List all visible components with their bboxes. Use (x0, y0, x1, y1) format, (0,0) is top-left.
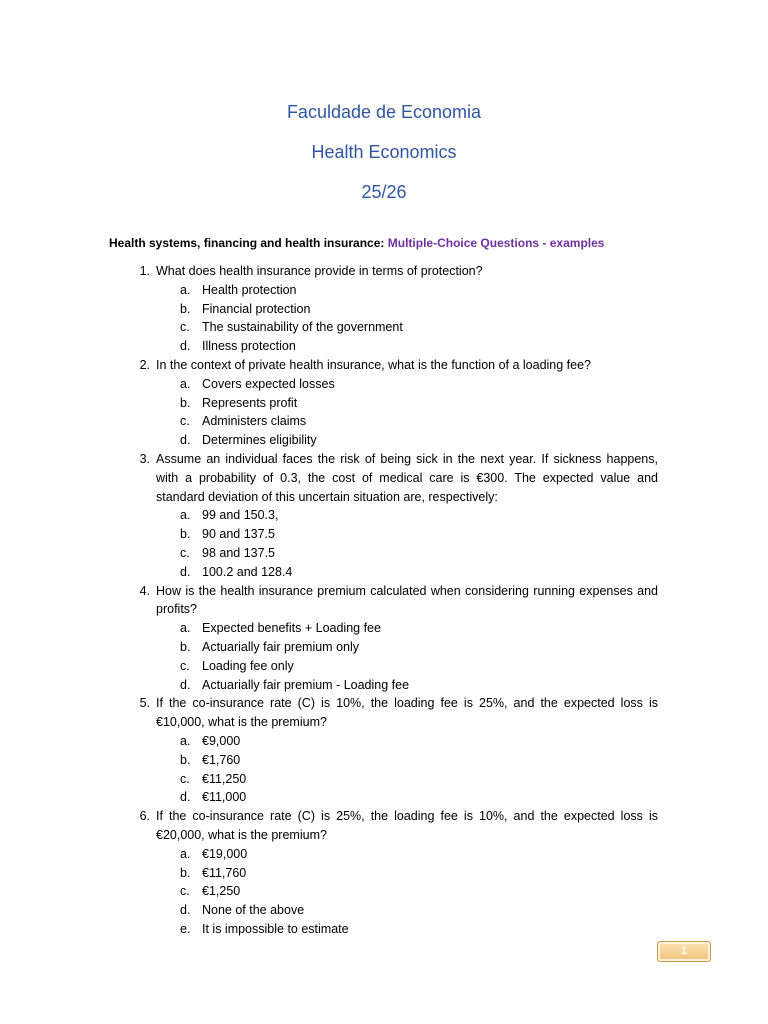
answer-option (0, 525, 768, 544)
option-text: €11,760 (202, 865, 247, 880)
question-item (0, 582, 768, 695)
option-letter: c. (180, 320, 190, 335)
option-text: €11,250 (202, 771, 247, 786)
option-letter: c. (180, 414, 190, 429)
section-heading (109, 235, 604, 251)
question-number: 1. (139, 264, 150, 278)
section-subtitle: Multiple-Choice Questions - examples (387, 236, 605, 250)
question-list (0, 262, 768, 939)
option-letter: e. (180, 921, 191, 936)
question-text: In the context of private health insurance, what is the function of a loading fee? (156, 357, 592, 372)
question-item (0, 262, 768, 356)
answer-option (0, 619, 768, 638)
option-text: Health protection (202, 282, 297, 297)
answer-options (0, 375, 768, 450)
option-letter: a. (180, 733, 191, 748)
answer-option (0, 412, 768, 431)
option-letter: d. (180, 903, 191, 918)
option-text: €11,000 (202, 790, 247, 805)
answer-option (0, 394, 768, 413)
page-number-badge: 1 (657, 941, 711, 962)
option-letter: a. (180, 508, 191, 523)
option-text: It is impossible to estimate (202, 921, 349, 936)
question-text: How is the health insurance premium calculated when considering running expenses and profits? (156, 583, 658, 617)
question-number: 3. (139, 451, 150, 466)
institution-title: Faculdade de Economia (286, 102, 482, 122)
option-text: Loading fee only (202, 658, 294, 673)
academic-year: 25/26 (361, 182, 407, 202)
option-letter: c. (180, 545, 190, 560)
question-item (0, 807, 768, 939)
option-text: The sustainability of the government (202, 320, 403, 335)
answer-options (0, 732, 768, 807)
option-letter: d. (180, 433, 191, 448)
question-item (0, 450, 768, 582)
answer-option (0, 845, 768, 864)
question-text: Assume an individual faces the risk of being sick in the next year. If sickness happens, with a probability of 0.3, the cost of medical care is €300. The expected value and standard deviation of this uncertain situation are, respectively: (156, 451, 658, 504)
question-text: If the co-insurance rate (C) is 25%, the loading fee is 10%, and the expected loss is €20,000, what is the premium? (156, 809, 658, 842)
answer-option (0, 318, 768, 337)
question-text: If the co-insurance rate (C) is 10%, the loading fee is 25%, and the expected loss is €10,000, what is the premium? (156, 696, 658, 730)
answer-option (0, 657, 768, 676)
answer-option (0, 882, 768, 901)
option-letter: d. (180, 339, 191, 354)
answer-option (0, 563, 768, 582)
answer-option (0, 770, 768, 789)
option-letter: b. (180, 639, 191, 654)
answer-option (0, 788, 768, 807)
course-title: Health Economics (311, 142, 457, 162)
option-letter: c. (180, 771, 190, 786)
answer-option (0, 337, 768, 356)
option-letter: d. (180, 677, 191, 692)
answer-option (0, 676, 768, 695)
answer-options (0, 619, 768, 694)
option-text: Expected benefits + Loading fee (202, 621, 381, 636)
question-number: 6. (139, 809, 150, 824)
option-text: Covers expected losses (202, 376, 335, 391)
option-text: Determines eligibility (202, 433, 317, 448)
answer-option (0, 506, 768, 525)
option-text: Administers claims (202, 414, 307, 429)
option-letter: b. (180, 527, 191, 542)
option-letter: a. (180, 846, 191, 861)
option-letter: b. (180, 865, 191, 880)
answer-options (0, 506, 768, 581)
question-text: What does health insurance provide in terms of protection? (156, 264, 483, 278)
option-text: €19,000 (202, 846, 248, 861)
option-letter: d. (180, 564, 191, 579)
option-text: €1,760 (202, 752, 241, 767)
option-text: 90 and 137.5 (202, 527, 275, 542)
answer-options (0, 845, 768, 939)
answer-option (0, 544, 768, 563)
option-text: €9,000 (202, 733, 241, 748)
question-number: 4. (139, 583, 150, 598)
answer-option (0, 901, 768, 920)
option-text: €1,250 (202, 884, 241, 899)
option-text: Actuarially fair premium - Loading fee (202, 677, 410, 692)
option-letter: b. (180, 395, 191, 410)
section-title: Health systems, financing and health insurance: (109, 236, 385, 250)
option-text: Illness protection (202, 339, 296, 354)
option-text: 100.2 and 128.4 (202, 564, 293, 579)
option-letter: a. (180, 621, 191, 636)
option-text: Represents profit (202, 395, 298, 410)
answer-option (0, 864, 768, 883)
answer-option (0, 281, 768, 300)
answer-option (0, 638, 768, 657)
option-text: None of the above (202, 903, 305, 918)
answer-option (0, 300, 768, 319)
document-header (0, 101, 768, 221)
option-letter: a. (180, 282, 191, 297)
option-text: Actuarially fair premium only (202, 639, 359, 654)
answer-option (0, 375, 768, 394)
answer-option (0, 751, 768, 770)
option-letter: c. (180, 658, 190, 673)
question-number: 2. (139, 357, 150, 372)
question-number: 5. (139, 696, 150, 711)
answer-options (0, 281, 768, 356)
answer-option (0, 732, 768, 751)
option-letter: b. (180, 301, 191, 316)
option-text: 98 and 137.5 (202, 545, 275, 560)
answer-option (0, 920, 768, 939)
option-letter: b. (180, 752, 191, 767)
answer-option (0, 431, 768, 450)
question-item (0, 356, 768, 450)
option-text: Financial protection (202, 301, 311, 316)
option-text: 99 and 150.3, (202, 508, 279, 523)
option-letter: a. (180, 376, 191, 391)
option-letter: c. (180, 884, 190, 899)
question-item (0, 694, 768, 807)
option-letter: d. (180, 790, 191, 805)
